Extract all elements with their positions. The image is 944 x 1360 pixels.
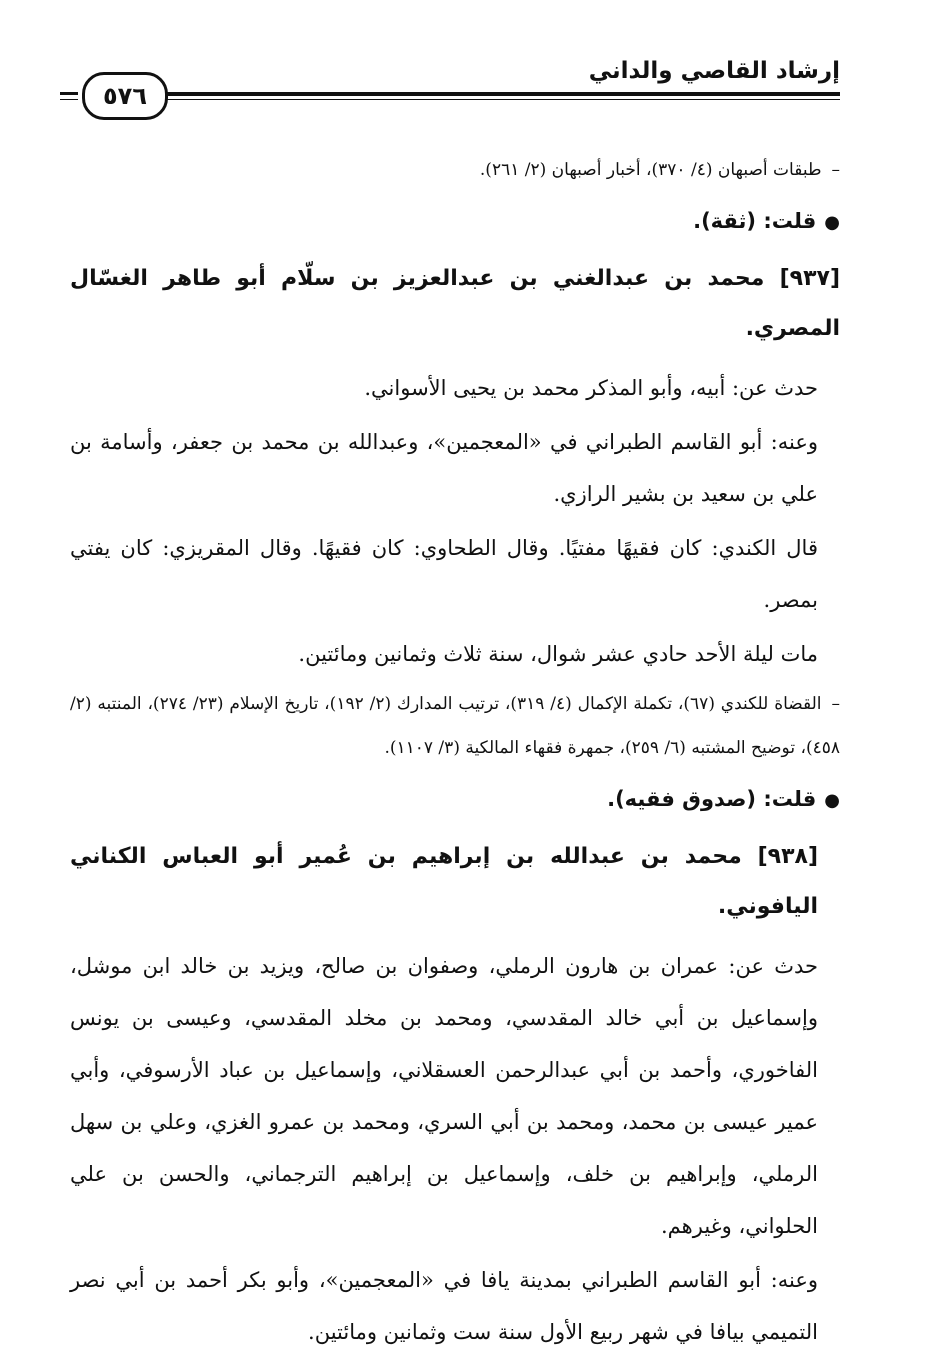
badge-dash <box>60 92 78 95</box>
death-date: مات ليلة الأحد حادي عشر شوال، سنة ثلاث وثمانين ومائتين. <box>298 642 818 666</box>
narrated-from: حدث عن: عمران بن هارون الرملي، وصفوان بن صالح، ويزيد بن خالد ابن موشل، وإسماعيل بن أبي خالد المقدسي، ومحمد بن مخلد المقدسي، وعيسى بن يونس الفاخوري، وأحمد بن أبي عبدالرحمن العسقلاني، وإسماعيل بن عباد الأرسوفي، وأبي عمير عيسى بن محمد، ومحمد بن أبي السري، ومحمد بن عمرو الغزي، وعلي بن سهل الرملي، وإبراهيم بن خلف، وإسماعيل بن إبراهيم الترجماني، والحسن بن علي الحلواني، وغيرهم. <box>70 954 818 1238</box>
page-number-badge <box>82 72 168 120</box>
narrated-from: حدث عن: أبيه، وأبو المذكر محمد بن يحيى الأسواني. <box>364 376 818 400</box>
footnote-sources: –القضاة للكندي (٦٧)، تكملة الإكمال (٤/ ٣١٩)، ترتيب المدارك (٢/ ١٩٢)، تاريخ الإسلام (٢٣/ ٢٧٤)، المنتبه (٢/ ٤٥٨)، توضيح المشتبه (٦/ ٢٥٩)، جمهرة فقهاء المالكية (٣/ ١١٠٧). <box>70 694 841 758</box>
verdict-line: ●قلت: (صدوق فقيه). <box>70 776 840 824</box>
running-title: إرشاد القاصي والداني <box>588 58 840 84</box>
page-number: ٥٧٦ <box>103 82 147 110</box>
scholar-opinions: قال الكندي: كان فقيهًا مفتيًا. وقال الطحاوي: كان فقيهًا. وقال المقريزي: كان يفتي بمصر. <box>70 536 818 612</box>
bullet-icon: ● <box>824 790 840 811</box>
verdict-line: ●قلت: (ثقة). <box>70 198 840 246</box>
entry-heading: [٩٣٨] محمد بن عبدالله بن إبراهيم بن عُمير أبو العباس الكناني اليافوني. <box>70 844 818 919</box>
page-header <box>60 52 840 110</box>
page-body <box>70 148 840 1360</box>
footnote-sources: –طبقات أصبهان (٤/ ٣٧٠)، أخبار أصبهان (٢/ ٢٦١). <box>479 160 840 180</box>
dash-mark: – <box>831 694 841 714</box>
dash-mark: – <box>831 160 840 180</box>
bullet-icon: ● <box>824 212 840 233</box>
badge-dash-thin <box>60 99 78 100</box>
narrated-by: وعنه: أبو القاسم الطبراني في «المعجمين»، وعبدالله بن محمد بن جعفر، وأسامة بن علي بن سعيد بن بشير الرازي. <box>70 430 818 506</box>
narrated-by: وعنه: أبو القاسم الطبراني بمدينة يافا في «المعجمين»، وأبو بكر أحمد بن أبي نصر التميمي بيافا في شهر ربيع الأول سنة ست وثمانين ومائتين. <box>70 1268 818 1344</box>
header-rule <box>150 92 840 96</box>
header-rule-thin <box>150 99 840 100</box>
entry-heading: [٩٣٧] محمد بن عبدالغني بن عبدالعزيز بن سلّام أبو طاهر الغسّال المصري. <box>70 266 840 341</box>
